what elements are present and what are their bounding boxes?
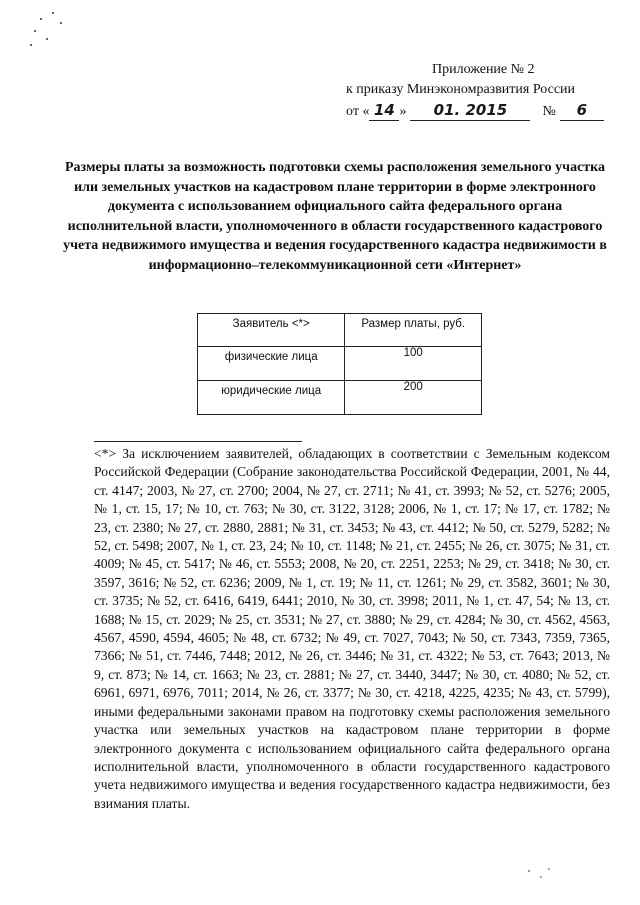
appendix-number: Приложение № 2 [432, 62, 535, 77]
order-reference: к приказу Минэкономразвития России [346, 82, 576, 97]
table-row [198, 347, 482, 381]
applicant-cell: физические лица [198, 347, 345, 381]
header-applicant: Заявитель <*> [198, 314, 345, 347]
footnote-text: <*> За исключением заявителей, обладающих в соответствии с Земельным кодексом Российской Федерации (Собрание законодательства Российской Федерации, 2001, № 44, ст. 4147; 2003, № 27, ст. 2700; 2004, № 27, ст. 2711; № 41, ст. 3993; № 52, ст. 5276; 2005, № 1, ст. 15, 17; № 10, ст. 763; № 30, ст. 3122, 3128; 2006, № 1, ст. 17; № 17, ст. 1782; № 23, ст. 2380; № 27, ст. 2880, 2881; № 31, ст. 3453; № 43, ст. 4412; № 50, ст. 5279, 5282; № 52, ст. 5498; 2007, № 1, ст. 23, 24; № 10, ст. 1148; № 21, ст. 2455; № 26, ст. 3075; № 31, ст. 4009; № 45, ст. 5417; № 46, ст. 5553; 2008, № 20, ст. 2251, 2253; № 29, ст. 3418; № 30, ст. 3597, 3616; № 52, ст. 6236; 2009, № 1, ст. 19; № 11, ст. 1261; № 29, ст. 3582, 3601; № 30, ст. 3735; № 52, ст. 6416, 6419, 6441; 2010, № 30, ст. 3998; 2011, № 1, ст. 47, 54; № 13, ст. 1688; № 15, ст. 2029; № 25, ст. 3531; № 27, ст. 3880; № 29, ст. 4284; № 30, ст. 4562, 4563, 4567, 4590, 4594, 4605; № 48, ст. 6732; № 49, ст. 7027, 7043; № 50, ст. 7343, 7359, 7365, 7366; № 51, ст. 7446, 7448; 2012, № 26, ст. 3446; № 31, ст. 4322; № 53, ст. 7643; 2013, № 9, ст. 873; № 14, ст. 1663; № 23, ст. 2881; № 27, ст. 3440, 3447; № 30, ст. 4080; № 52, ст. 6961, 6971, 6976, 7011; 2014, № 26, ст. 3377; № 30, ст. 4218, 4225, 4235; № 43, ст. 5799), иными федеральными законами правом на подготовку схемы расположения земельного участка или земельных участков на кадастровом плане территории в форме электронного документа с использованием официального сайта федерального органа исполнительной власти, уполномоченного в области государственного кадастрового учета недвижимого имущества и ведения государственного кадастра недвижимости, без взимания платы. [94, 446, 610, 811]
fee-table [197, 313, 482, 415]
number-label: № [542, 104, 556, 119]
scan-speck [528, 870, 530, 872]
scan-speck [548, 868, 550, 870]
scan-speck [60, 22, 62, 24]
footnote-separator [94, 441, 302, 442]
from-label: от [346, 104, 359, 119]
open-quote: « [358, 104, 370, 119]
scan-speck [52, 12, 54, 14]
document-title: Размеры платы за возможность подготовки схемы расположения земельного участка или земельных участков на кадастровом плане территории в форме электронного документа с использованием официального сайта федерального органа исполнительной власти, уполномоченного в области государственного кадастрового учета недвижимого имущества и ведения государственного кадастра недвижимости в информационно–телекоммуникационной сети «Интернет» [63, 160, 607, 273]
scan-speck [46, 38, 48, 40]
scan-speck [30, 44, 32, 46]
applicant-cell: юридические лица [198, 381, 345, 415]
scan-speck [34, 30, 36, 32]
scan-speck [40, 18, 42, 20]
close-quote: » [399, 104, 407, 119]
table-row [198, 381, 482, 415]
scan-speck [540, 876, 542, 878]
appendix-header [340, 60, 610, 122]
fee-cell: 100 [345, 347, 482, 381]
table-header-row [198, 314, 482, 347]
fee-cell: 200 [345, 381, 482, 415]
handwritten-month-year: 01. 2015 [410, 100, 530, 121]
handwritten-day: 14 [369, 100, 399, 121]
order-date-line [340, 100, 610, 122]
handwritten-order-number: 6 [560, 100, 604, 121]
header-fee: Размер платы, руб. [345, 314, 482, 347]
